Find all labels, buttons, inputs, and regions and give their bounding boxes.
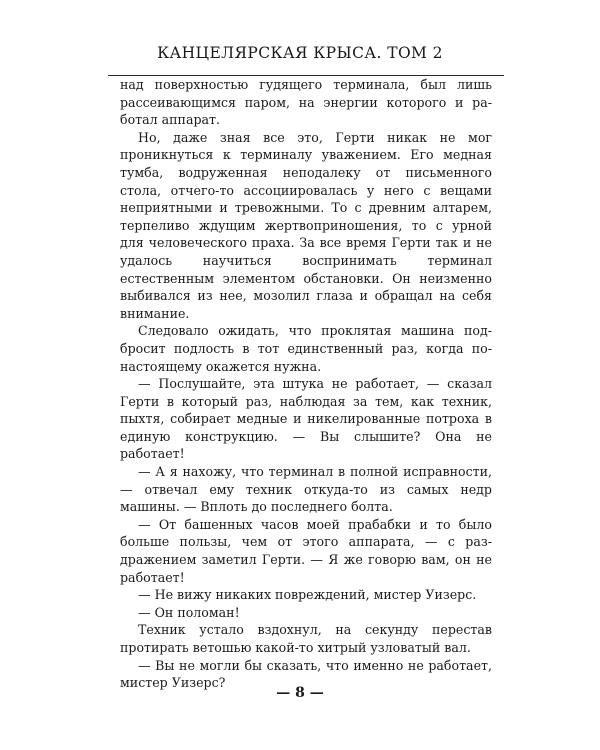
dialogue-paragraph: — От башенных часов моей прабабки и то было больше пользы, чем от этого аппарата, — с раздражением заметил Герти. — Я же говорю вам, он не работает!: [120, 516, 492, 585]
paragraph: Следовало ожидать, что проклятая машина подбросит подлость в тот единственный раз, когда по-настоящему окажется нужна.: [120, 323, 492, 374]
running-header: КАНЦЕЛЯРСКАЯ КРЫСА. ТОМ 2: [157, 44, 443, 62]
page-number: — 8 —: [276, 685, 324, 701]
paragraph: Но, даже зная все это, Герти никак не мог проникнуться к терминалу уважением. Его медная тумба, водруженная неподалеку от письменного стола, отчего-то ассоциировалась у него с вещами неприятными и тревожными. То с древним алтарем, терпеливо ждущим жертвоприношения, то с урной для человеческого праха. За все время Герти так и не удалось научиться воспринимать терминал естественным элементом обстановки. Он неизменно выбивался из нее, мозолил глаза и обращал на себя внимание.: [120, 129, 492, 321]
dialogue-paragraph: — Послушайте, эта штука не работает, — сказал Герти в который раз, наблюдая за тем, как техник, пыхтя, собирает медные и никелированные потроха в единую конструкцию. — Вы слышите? Она не работает!: [120, 376, 492, 462]
dialogue-paragraph: — Не вижу никаких повреждений, мистер Уизерс.: [138, 587, 477, 603]
dialogue-paragraph: — Вы не могли бы сказать, что именно не работает, мистер Уизерс?: [120, 657, 492, 691]
paragraph: над поверхностью гудящего терминала, был лишь рассеивающимся паром, на энергии которого и работал аппарат.: [120, 77, 492, 128]
dialogue-paragraph: — А я нахожу, что терминал в полной исправности, — отвечал ему техник откуда-то из самых недр машины. — Вплоть до последнего болта.: [120, 464, 492, 515]
paragraph: Техник устало вздохнул, на секунду перестав протирать ветошью какой-то хитрый узловатый вал.: [120, 622, 492, 655]
dialogue-paragraph: — Он поломан!: [138, 604, 240, 620]
body-text: [120, 76, 492, 692]
